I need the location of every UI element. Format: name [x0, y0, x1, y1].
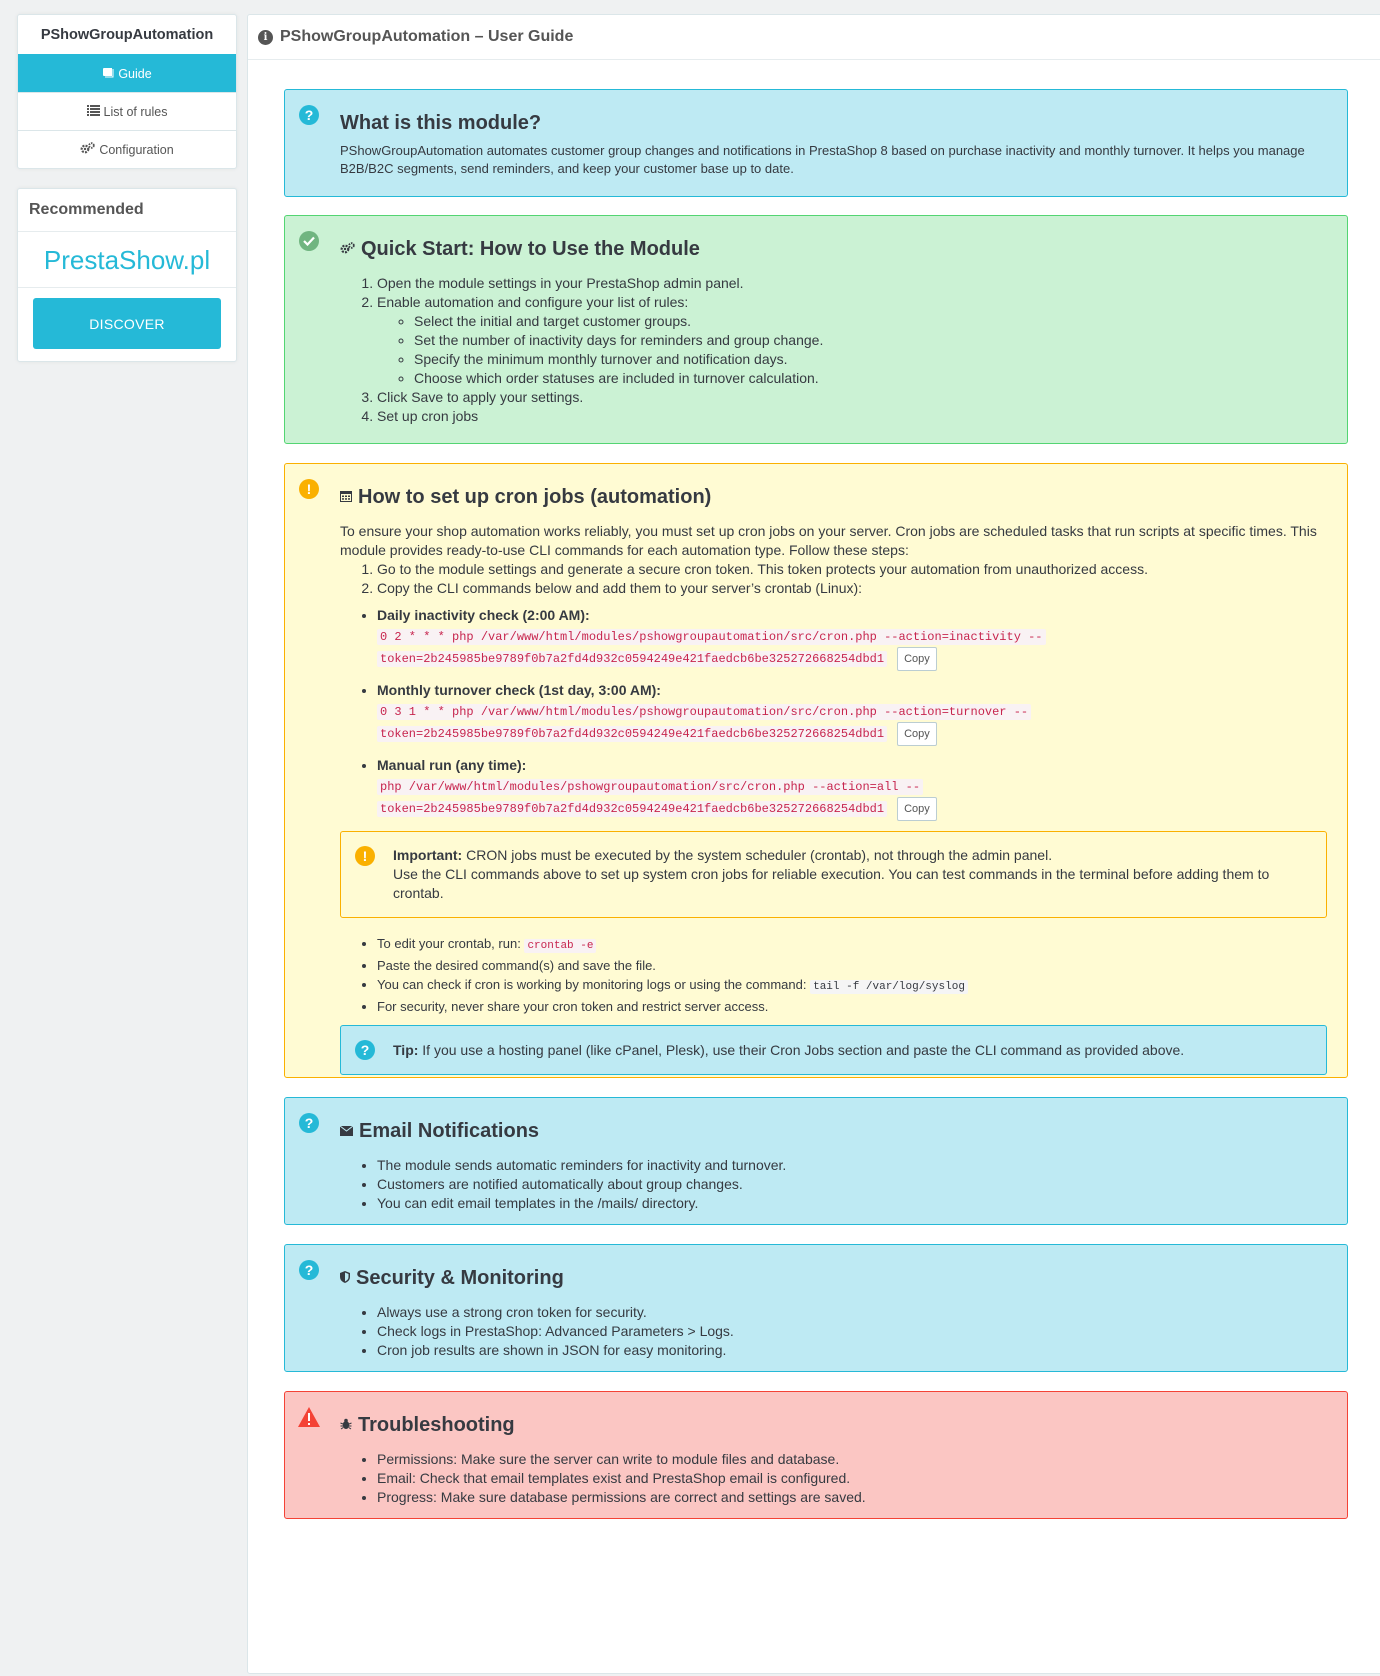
important-notice [340, 831, 1327, 918]
section-title [340, 1098, 1327, 1150]
module-title: PShowGroupAutomation [40, 27, 214, 43]
cron-command-item [377, 756, 1327, 821]
menu-item-label: Guide [118, 66, 152, 81]
important-label: Important: [393, 847, 463, 863]
tip-text: You can check if cron is working by monitoring logs or using the command: [377, 977, 807, 992]
list-item: • You can edit email templates in the /mails/ directory. [377, 1194, 1327, 1213]
cron-token-code: token=2b245985be9789f0b7a2fd4d932c0594249e421faedcb6be325272668254dbd1 [377, 651, 887, 667]
quick-start-steps [340, 274, 1327, 426]
tip-label: Tip: [393, 1041, 419, 1058]
crontab-tips-list [340, 934, 1327, 1016]
list-item: 3. Click Save to apply your settings. [377, 388, 1327, 407]
discover-button[interactable]: DISCOVER [33, 298, 221, 349]
troubleshooting-section [284, 1391, 1348, 1519]
check-icon [299, 231, 319, 251]
tip-code: crontab -e [524, 939, 596, 953]
list-item: • For security, never share your cron token and restrict server access. [377, 997, 1327, 1016]
list-item: 1. Go to the module settings and generate a secure cron token. This token protects your automation from unauthorized access. [377, 560, 1327, 579]
quick-start-section [284, 215, 1348, 444]
security-monitoring-section [284, 1244, 1348, 1372]
cogs-icon [80, 142, 95, 157]
module-description: PShowGroupAutomation automates customer group changes and notifications in PrestaShop 8 based on purchase inactivity and monthly turnover. It helps you manage B2B/B2C segments, send reminders, and keep your customer base up to date. [340, 143, 1305, 176]
list-item: • The module sends automatic reminders for inactivity and turnover. [377, 1156, 1327, 1175]
what-is-module-section [284, 89, 1348, 197]
panel-header [248, 15, 1380, 60]
shield-icon [340, 1270, 350, 1286]
cron-label: Manual run (any time): [377, 757, 527, 773]
list-item: • Always use a strong cron token for security. [377, 1303, 1327, 1322]
section-title-text: How to set up cron jobs (automation) [358, 485, 712, 508]
module-menu [17, 14, 237, 169]
prestashop-link[interactable]: PrestaShow.pl [18, 232, 236, 288]
email-list [340, 1150, 1327, 1213]
exclamation-icon: ! [299, 479, 319, 499]
list-item: ◦ Set the number of inactivity days for reminders and group change. [414, 331, 1327, 350]
list-item: • Cron job results are shown in JSON for easy monitoring. [377, 1341, 1327, 1360]
email-notifications-section [284, 1097, 1348, 1225]
cron-command-code: php /var/www/html/modules/pshowgroupautomation/src/cron.php --action=all -- [377, 779, 923, 795]
troubleshooting-list [340, 1444, 1327, 1507]
menu-item-label: Configuration [99, 142, 174, 157]
recommended-title: Recommended [18, 189, 236, 232]
question-icon: ? [299, 105, 319, 125]
cron-token-code: token=2b245985be9789f0b7a2fd4d932c0594249e421faedcb6be325272668254dbd1 [377, 801, 887, 817]
list-item: 4. Set up cron jobs [377, 407, 1327, 426]
section-title-text: Email Notifications [359, 1119, 540, 1142]
list-item [377, 293, 1327, 388]
cron-steps [340, 560, 1327, 598]
bug-icon [340, 1417, 352, 1433]
section-title-text: Security & Monitoring [356, 1266, 564, 1289]
list-item: • Paste the desired command(s) and save the file. [377, 956, 1327, 975]
tip-notice [340, 1025, 1327, 1075]
section-title-text: Troubleshooting [358, 1413, 515, 1436]
list-item: • Check logs in PrestaShop: Advanced Parameters > Logs. [377, 1322, 1327, 1341]
envelope-icon [340, 1123, 353, 1139]
question-icon: ? [299, 1113, 319, 1133]
tip-text: To edit your crontab, run: [377, 936, 521, 951]
list-item: ◦ Specify the minimum monthly turnover and notification days. [414, 350, 1327, 369]
cron-token-code: token=2b245985be9789f0b7a2fd4d932c0594249e421faedcb6be325272668254dbd1 [377, 726, 887, 742]
list-item: 1. Open the module settings in your PrestaShop admin panel. [377, 274, 1327, 293]
cron-intro: To ensure your shop automation works reliably, you must set up cron jobs on your server. Cron jobs are scheduled tasks that run scripts at specific times. This module provides ready-to-use CLI commands for each automation type. Follow these steps: [340, 523, 1317, 558]
list-item: • Customers are notified automatically about group changes. [377, 1175, 1327, 1194]
cron-label: Monthly turnover check (1st day, 3:00 AM): [377, 682, 661, 698]
panel-title: PShowGroupAutomation – User Guide [280, 28, 574, 45]
info-icon: i [258, 30, 273, 45]
book-icon [102, 67, 114, 81]
cogs-icon [340, 241, 355, 257]
section-title: What is this module? [340, 111, 542, 134]
list-item: 2. Copy the CLI commands below and add them to your server’s crontab (Linux): [377, 579, 1327, 598]
exclamation-icon: ! [355, 846, 375, 866]
tip-code: tail -f /var/log/syslog [810, 980, 968, 994]
question-icon: ? [299, 1260, 319, 1280]
important-text: CRON jobs must be executed by the system scheduler (crontab), not through the admin panel. [462, 847, 1053, 863]
cron-label: Daily inactivity check (2:00 AM): [377, 607, 590, 623]
copy-button[interactable]: Copy [897, 722, 937, 746]
section-title [340, 1245, 1327, 1297]
cron-setup-section [284, 463, 1348, 1078]
cron-command-code: 0 3 1 * * php /var/www/html/modules/pshowgroupautomation/src/cron.php --action=turnover -- [377, 704, 1031, 720]
copy-button[interactable]: Copy [897, 797, 937, 821]
list-item [377, 975, 1327, 997]
section-title-text: Quick Start: How to Use the Module [361, 237, 700, 260]
menu-item-configuration[interactable] [18, 130, 236, 168]
tip-text: If you use a hosting panel (like cPanel, Plesk), use their Cron Jobs section and paste the CLI command as provided above. [418, 1041, 1185, 1058]
menu-item-guide[interactable] [18, 54, 236, 92]
cron-commands-list [340, 606, 1327, 821]
menu-item-list-of-rules[interactable] [18, 92, 236, 130]
list-icon [87, 105, 100, 119]
list-item: • Progress: Make sure database permissions are correct and settings are saved. [377, 1488, 1327, 1507]
important-text-2: Use the CLI commands above to set up system cron jobs for reliable execution. You can test commands in the terminal before adding them to crontab. [393, 866, 1270, 901]
list-item: ◦ Select the initial and target customer groups. [414, 312, 1327, 331]
sidebar [17, 14, 237, 362]
list-item: • Permissions: Make sure the server can write to module files and database. [377, 1450, 1327, 1469]
menu-item-label: List of rules [103, 104, 168, 119]
cron-command-item [377, 681, 1327, 746]
step-text: Enable automation and configure your list of rules: [377, 294, 689, 310]
warning-triangle-icon [297, 1406, 321, 1428]
security-list [340, 1297, 1327, 1360]
recommended-panel [17, 188, 237, 362]
copy-button[interactable]: Copy [897, 647, 937, 671]
list-item: ◦ Choose which order statuses are included in turnover calculation. [414, 369, 1327, 388]
rule-config-list [377, 312, 1327, 388]
question-icon: ? [355, 1040, 375, 1060]
section-title [340, 1392, 1327, 1444]
cron-command-code: 0 2 * * * php /var/www/html/modules/pshowgroupautomation/src/cron.php --action=inactivity -- [377, 629, 1046, 645]
section-title [340, 464, 1327, 516]
list-item [377, 934, 1327, 956]
cron-command-item [377, 606, 1327, 671]
calendar-icon [340, 489, 352, 505]
section-title [340, 216, 1327, 268]
guide-panel [247, 14, 1380, 1674]
list-item: • Email: Check that email templates exist and PrestaShop email is configured. [377, 1469, 1327, 1488]
